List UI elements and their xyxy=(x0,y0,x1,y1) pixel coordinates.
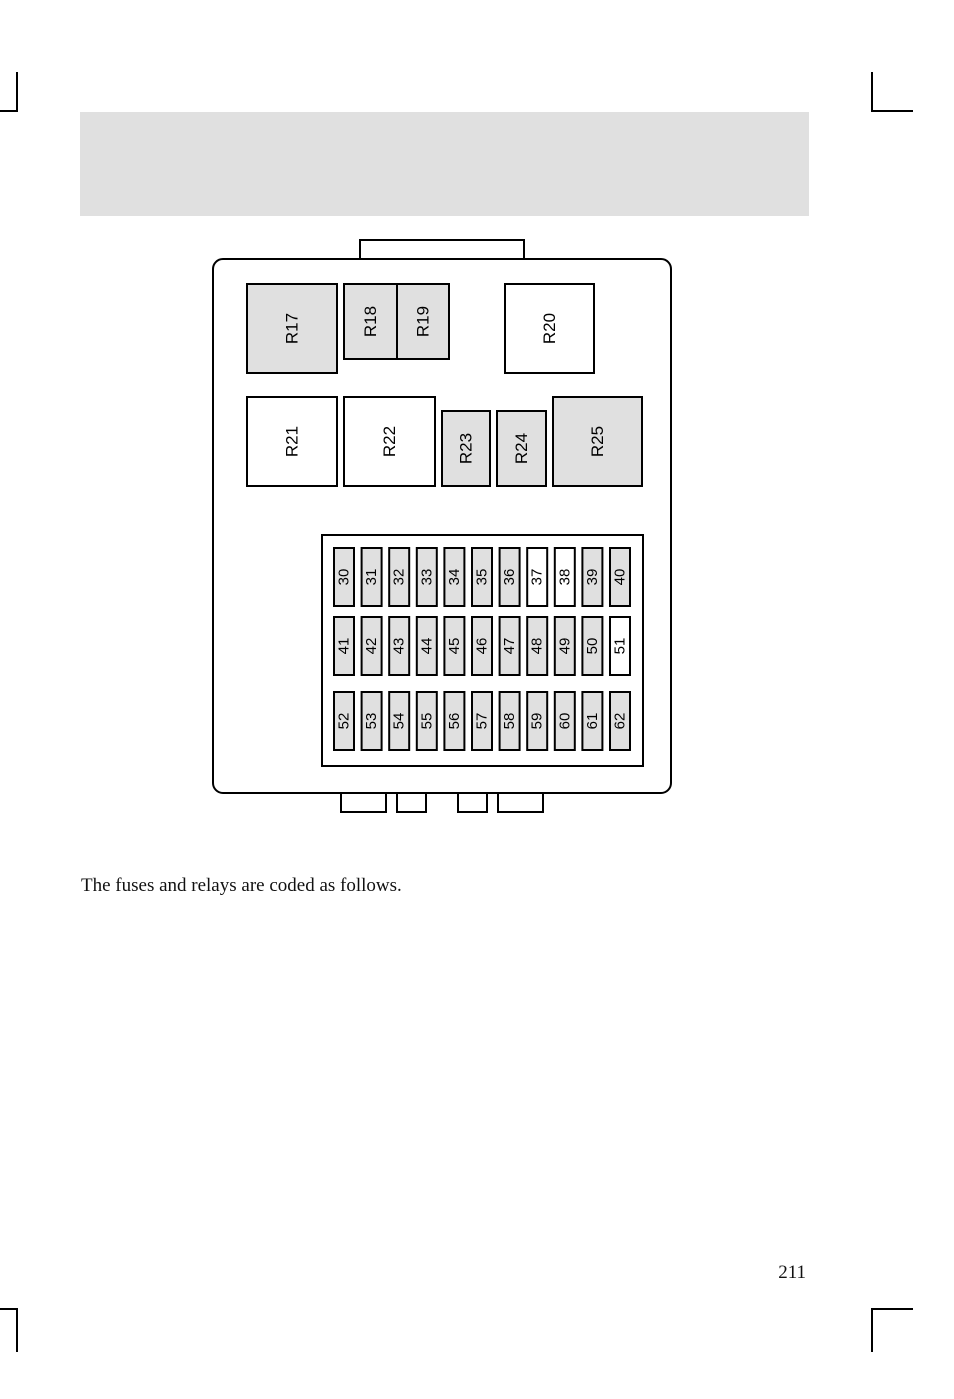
fuse-49-label: 49 xyxy=(556,637,574,655)
bottom-connector-tab xyxy=(498,792,543,812)
bottom-connector-tab xyxy=(458,792,487,812)
relay-r20-label: R20 xyxy=(540,312,559,345)
fuse-62 xyxy=(610,692,630,750)
fuse-51-label: 51 xyxy=(611,637,629,655)
fuse-60 xyxy=(555,692,575,750)
fuse-37-label: 37 xyxy=(528,568,546,586)
relay-r24 xyxy=(497,411,546,486)
fuse-51 xyxy=(610,617,630,675)
fuse-48-label: 48 xyxy=(528,637,546,655)
fuse-50 xyxy=(582,617,602,675)
fuse-61 xyxy=(582,692,602,750)
fuse-33-label: 33 xyxy=(418,568,436,586)
top-connector-tab xyxy=(360,240,524,260)
fuse-39-label: 39 xyxy=(583,568,601,586)
fuse-50-label: 50 xyxy=(583,637,601,655)
fuse-47-label: 47 xyxy=(501,637,519,655)
fuse-45-label: 45 xyxy=(445,637,463,655)
fuse-32-label: 32 xyxy=(390,568,408,586)
fuse-31 xyxy=(362,548,382,606)
fuse-40-label: 40 xyxy=(611,568,629,586)
fuse-48 xyxy=(527,617,547,675)
fuse-57 xyxy=(472,692,492,750)
fuse-34-label: 34 xyxy=(445,568,463,586)
bottom-connector-tab xyxy=(341,792,386,812)
fuse-38 xyxy=(555,548,575,606)
fuse-59-label: 59 xyxy=(528,712,546,730)
relay-r20 xyxy=(505,284,594,373)
fuse-59 xyxy=(527,692,547,750)
relay-r22-label: R22 xyxy=(380,425,399,458)
fuse-36-label: 36 xyxy=(501,568,519,586)
relay-r23 xyxy=(442,411,490,486)
relay-r24-label: R24 xyxy=(512,432,531,465)
relay-r19 xyxy=(397,284,449,359)
fuse-52 xyxy=(334,692,354,750)
fuse-40 xyxy=(610,548,630,606)
fuse-30 xyxy=(334,548,354,606)
fuse-53-label: 53 xyxy=(363,712,381,730)
fuse-56 xyxy=(444,692,464,750)
fuse-30-label: 30 xyxy=(335,568,353,586)
fuse-61-label: 61 xyxy=(583,712,601,730)
fuse-62-label: 62 xyxy=(611,712,629,730)
fuse-46-label: 46 xyxy=(473,637,491,655)
fuse-55 xyxy=(417,692,437,750)
fuse-47 xyxy=(500,617,520,675)
fuse-38-label: 38 xyxy=(556,568,574,586)
fuse-57-label: 57 xyxy=(473,712,491,730)
fuse-33 xyxy=(417,548,437,606)
bottom-connector-tab xyxy=(397,792,426,812)
fuse-43-label: 43 xyxy=(390,637,408,655)
relay-r22 xyxy=(344,397,435,486)
page-number: 211 xyxy=(778,1262,806,1283)
fuse-46 xyxy=(472,617,492,675)
relay-r25 xyxy=(553,397,642,486)
fuse-41 xyxy=(334,617,354,675)
fuse-53 xyxy=(362,692,382,750)
fuse-49 xyxy=(555,617,575,675)
relay-r21 xyxy=(247,397,337,486)
fuse-37 xyxy=(527,548,547,606)
fuse-31-label: 31 xyxy=(363,568,381,586)
fuse-60-label: 60 xyxy=(556,712,574,730)
fuse-42-label: 42 xyxy=(363,637,381,655)
fuse-58 xyxy=(500,692,520,750)
relay-r17 xyxy=(247,284,337,373)
fuse-43 xyxy=(389,617,409,675)
relay-r21-label: R21 xyxy=(282,425,302,458)
relay-r18-label: R18 xyxy=(361,305,380,338)
relay-r23-label: R23 xyxy=(456,432,476,465)
fuse-52-label: 52 xyxy=(335,712,353,730)
fuse-44 xyxy=(417,617,437,675)
fuse-44-label: 44 xyxy=(418,637,436,655)
fuse-55-label: 55 xyxy=(418,712,436,730)
fuse-35-label: 35 xyxy=(473,568,491,586)
fuse-45 xyxy=(444,617,464,675)
relay-r19-label: R19 xyxy=(413,305,433,338)
fuse-54-label: 54 xyxy=(390,712,408,730)
fuse-56-label: 56 xyxy=(445,712,463,730)
fuse-54 xyxy=(389,692,409,750)
fuse-34 xyxy=(444,548,464,606)
relay-r25-label: R25 xyxy=(588,425,607,458)
fuse-35 xyxy=(472,548,492,606)
fuse-36 xyxy=(500,548,520,606)
fuse-39 xyxy=(582,548,602,606)
fuse-42 xyxy=(362,617,382,675)
body-text: The fuses and relays are coded as follows. xyxy=(81,875,402,896)
fuse-32 xyxy=(389,548,409,606)
fuse-41-label: 41 xyxy=(335,637,353,655)
fuse-58-label: 58 xyxy=(501,712,519,730)
relay-r18 xyxy=(344,284,397,359)
relay-r17-label: R17 xyxy=(282,312,302,345)
